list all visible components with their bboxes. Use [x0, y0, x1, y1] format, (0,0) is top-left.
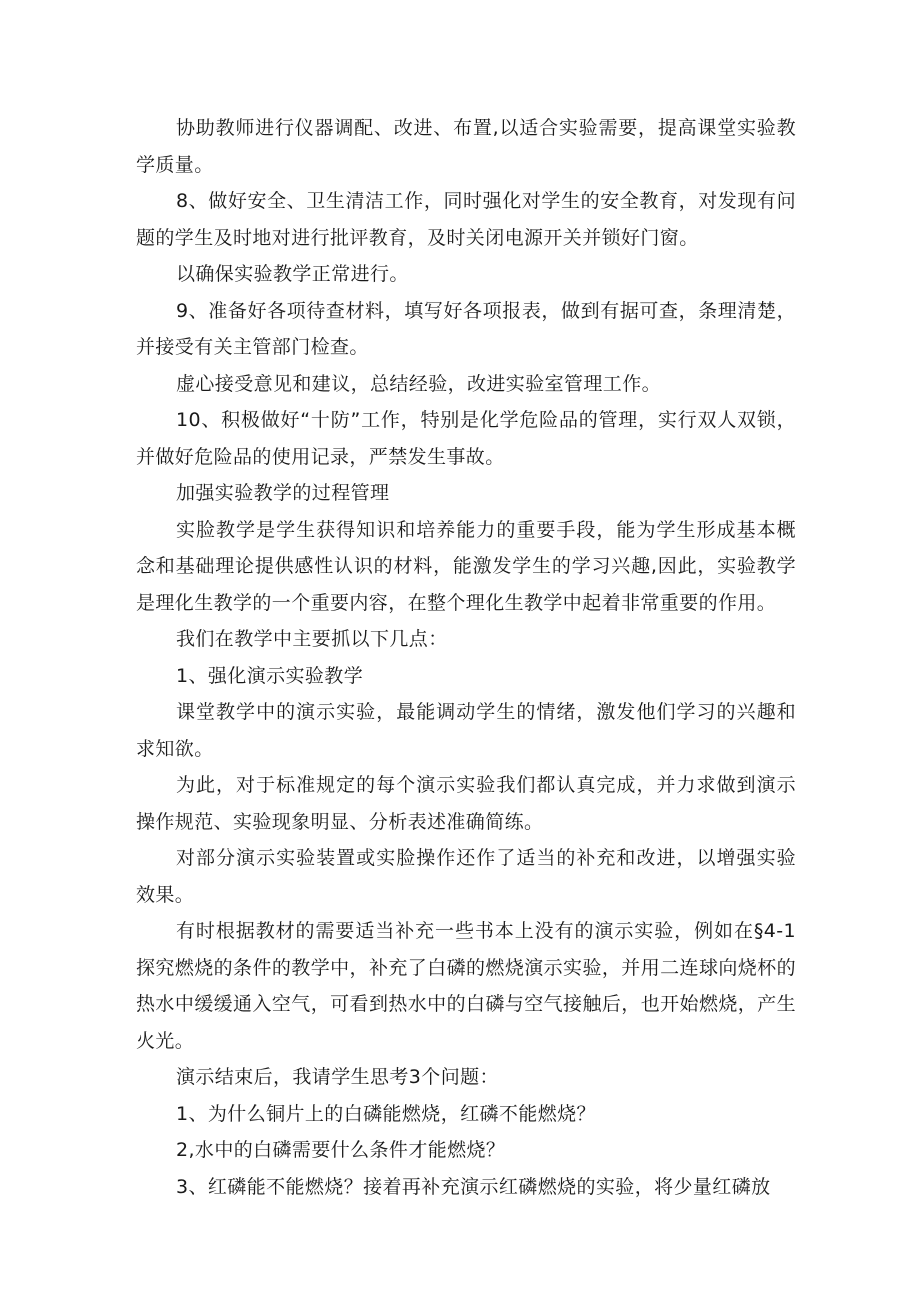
paragraph: 9、准备好各项待查材料，填写好各项报表，做到有据可查，条理清楚，并接受有关主管部门检查。: [136, 299, 796, 358]
question-item: 2,水中的白磷需要什么条件才能燃烧？: [176, 1139, 506, 1161]
paragraph: 虚心接受意见和建议，总结经验，改进实验室管理工作。: [176, 372, 662, 395]
paragraph: 10、积极做好“十防”工作，特别是化学危险品的管理，实行双人双锁，并做好危险品的使用记录，严禁发生事故。: [136, 409, 796, 468]
section-heading: 加强实验教学的过程管理: [176, 482, 390, 504]
paragraph: 协助教师进行仪器调配、改进、布置,以适合实验需要，提高课堂实验教学质量。: [136, 117, 796, 176]
paragraph: 为此，对于标准规定的每个演示实验我们都认真完成，并力求做到演示操作规范、实验现象明显、分析表述准确简练。: [136, 774, 796, 833]
paragraph: 课堂教学中的演示实验，最能调动学生的情绪，激发他们学习的兴趣和求知欲。: [136, 701, 796, 760]
paragraph: 我们在教学中主要抓以下几点：: [176, 628, 448, 650]
paragraph: 以确保实验教学正常进行。: [176, 263, 409, 285]
paragraph: 演示结束后，我请学生思考3个问题：: [176, 1066, 499, 1088]
subsection-heading: 1、强化演示实验教学: [176, 664, 364, 687]
question-item: 3、红磷能不能燃烧？接着再补充演示红磷燃烧的实验，将少量红磷放: [176, 1175, 771, 1198]
question-item: 1、为什么铜片上的白磷能燃烧，红磷不能燃烧？: [176, 1102, 596, 1125]
paragraph: 对部分演示实验装置或实脸操作还作了适当的补充和改进，以增强实验效果。: [136, 847, 796, 906]
paragraph: 有时根据教材的需要适当补充一些书本上没有的演示实验，例如在§4-1探究燃烧的条件的教学中，补充了白磷的燃烧演示实验，并用二连球向烧杯的热水中缓缓通入空气，可看到热水中的白磷与空气接触后，也开始燃烧，产生火光。: [136, 920, 796, 1052]
document-body: [136, 110, 796, 1205]
paragraph: 实脸教学是学生获得知识和培养能力的重要手段，能为学生形成基本概念和基础理论提供感性认识的材料，能激发学生的学习兴趣,因此，实验教学是理化生教学的一个重要内容，在整个理化生教学中起着非常重要的作用。: [136, 518, 796, 614]
paragraph: 8、做好安全、卫生清洁工作，同时强化对学生的安全教育，对发现有问题的学生及时地对进行批评教育，及时关闭电源开关并锁好门窗。: [136, 190, 796, 249]
